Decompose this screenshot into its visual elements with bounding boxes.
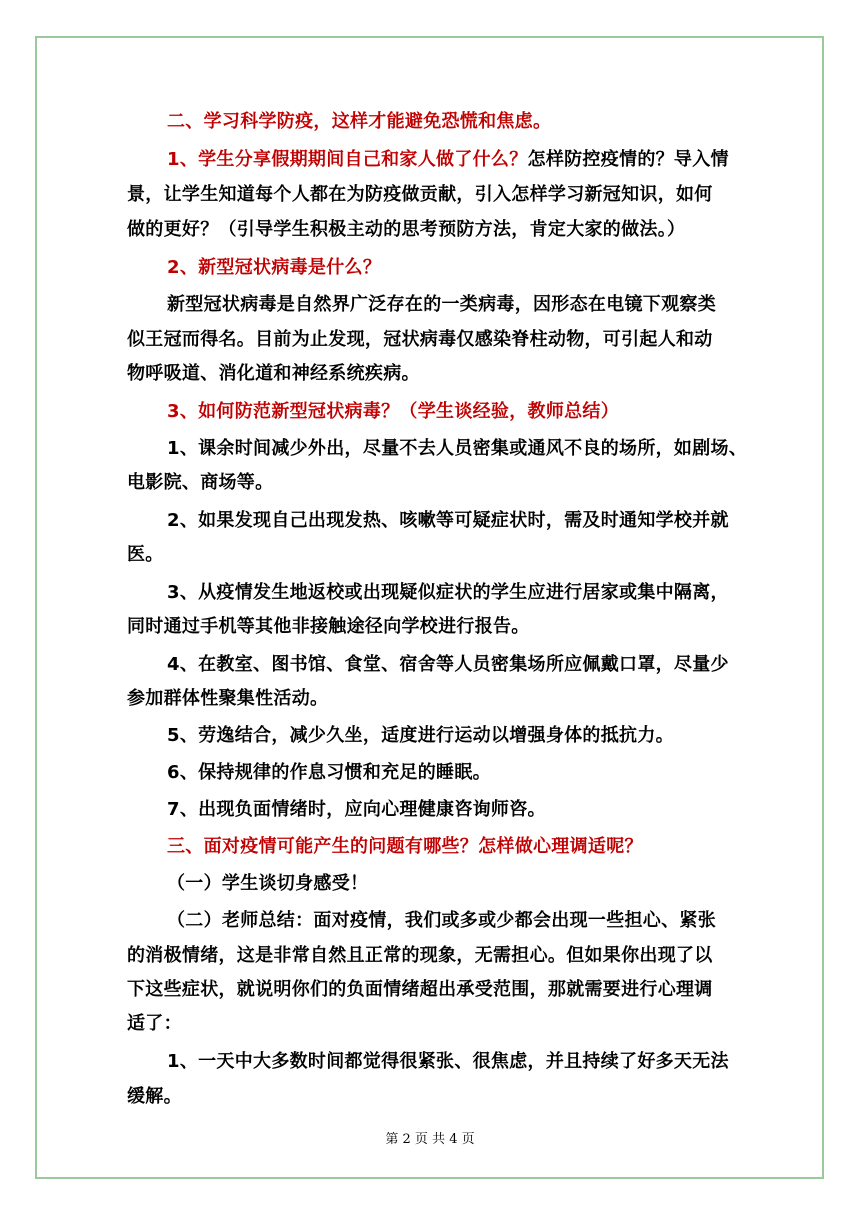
teacher-summary-line-4: 适了： — [127, 1013, 182, 1034]
section-heading-3: 三、面对疫情可能产生的问题有哪些？怎样做心理调适呢？ — [167, 836, 643, 857]
question-1-rest-text: 怎样防控疫情的？导入情 — [527, 149, 729, 170]
teacher-summary-line-1: （二）老师总结：面对疫情，我们或多或少都会出现一些担心、紧张 — [167, 910, 716, 931]
question-1-red-text: 1、学生分享假期期间自己和家人做了什么？ — [167, 149, 528, 170]
prevention-item-3-line-2: 同时通过手机等其他非接触途径向学校进行报告。 — [127, 616, 530, 637]
symptom-1-line-1: 1、一天中大多数时间都觉得很紧张、很焦虑，并且持续了好多天无法 — [167, 1051, 729, 1072]
prevention-item-1-line-1: 1、课余时间减少外出，尽量不去人员密集或通风不良的场所，如剧场、 — [167, 438, 748, 459]
prevention-item-4-line-2: 参加群体性聚集性活动。 — [127, 688, 329, 709]
question-1-line-2: 景，让学生知道每个人都在为防疫做贡献，引入怎样学习新冠知识，如何 — [127, 184, 713, 205]
virus-paragraph-line-1: 新型冠状病毒是自然界广泛存在的一类病毒，因形态在电镜下观察类 — [167, 294, 716, 315]
virus-paragraph-line-3: 物呼吸道、消化道和神经系统疾病。 — [127, 363, 420, 384]
prevention-item-2-line-2: 医。 — [127, 544, 164, 565]
teacher-summary-line-3: 下这些症状，就说明你们的负面情绪超出承受范围，那就需要进行心理调 — [127, 979, 713, 1000]
prevention-item-5: 5、劳逸结合，减少久坐，适度进行运动以增强身体的抵抗力。 — [167, 725, 674, 746]
question-1-line-1 — [167, 142, 773, 177]
prevention-item-7: 7、出现负面情绪时，应向心理健康咨询师咨。 — [167, 799, 546, 820]
teacher-summary-line-2: 的消极情绪，这是非常自然且正常的现象，无需担心。但如果你出现了以 — [127, 945, 713, 966]
question-2: 2、新型冠状病毒是什么？ — [167, 257, 382, 278]
page-number-footer: 第 2 页 共 4 页 — [385, 1132, 475, 1147]
subsection-1: （一）学生谈切身感受！ — [167, 873, 369, 894]
prevention-item-6: 6、保持规律的作息习惯和充足的睡眠。 — [167, 762, 491, 783]
question-1-line-3: 做的更好？（引导学生积极主动的思考预防方法，肯定大家的做法。） — [127, 219, 686, 240]
section-heading-2: 二、学习科学防疫，这样才能避免恐慌和焦虑。 — [167, 111, 552, 132]
prevention-item-4-line-1: 4、在教室、图书馆、食堂、宿舍等人员密集场所应佩戴口罩，尽量少 — [167, 654, 729, 675]
prevention-item-3-line-1: 3、从疫情发生地返校或出现疑似症状的学生应进行居家或集中隔离， — [167, 582, 729, 603]
prevention-item-1-line-2: 电影院、商场等。 — [127, 472, 274, 493]
question-3: 3、如何防范新型冠状病毒？（学生谈经验，教师总结） — [167, 401, 620, 422]
virus-paragraph-line-2: 似王冠而得名。目前为止发现，冠状病毒仅感染脊柱动物，可引起人和动 — [127, 329, 713, 350]
prevention-item-2-line-1: 2、如果发现自己出现发热、咳嗽等可疑症状时，需及时通知学校并就 — [167, 510, 729, 531]
symptom-1-line-2: 缓解。 — [127, 1086, 182, 1107]
